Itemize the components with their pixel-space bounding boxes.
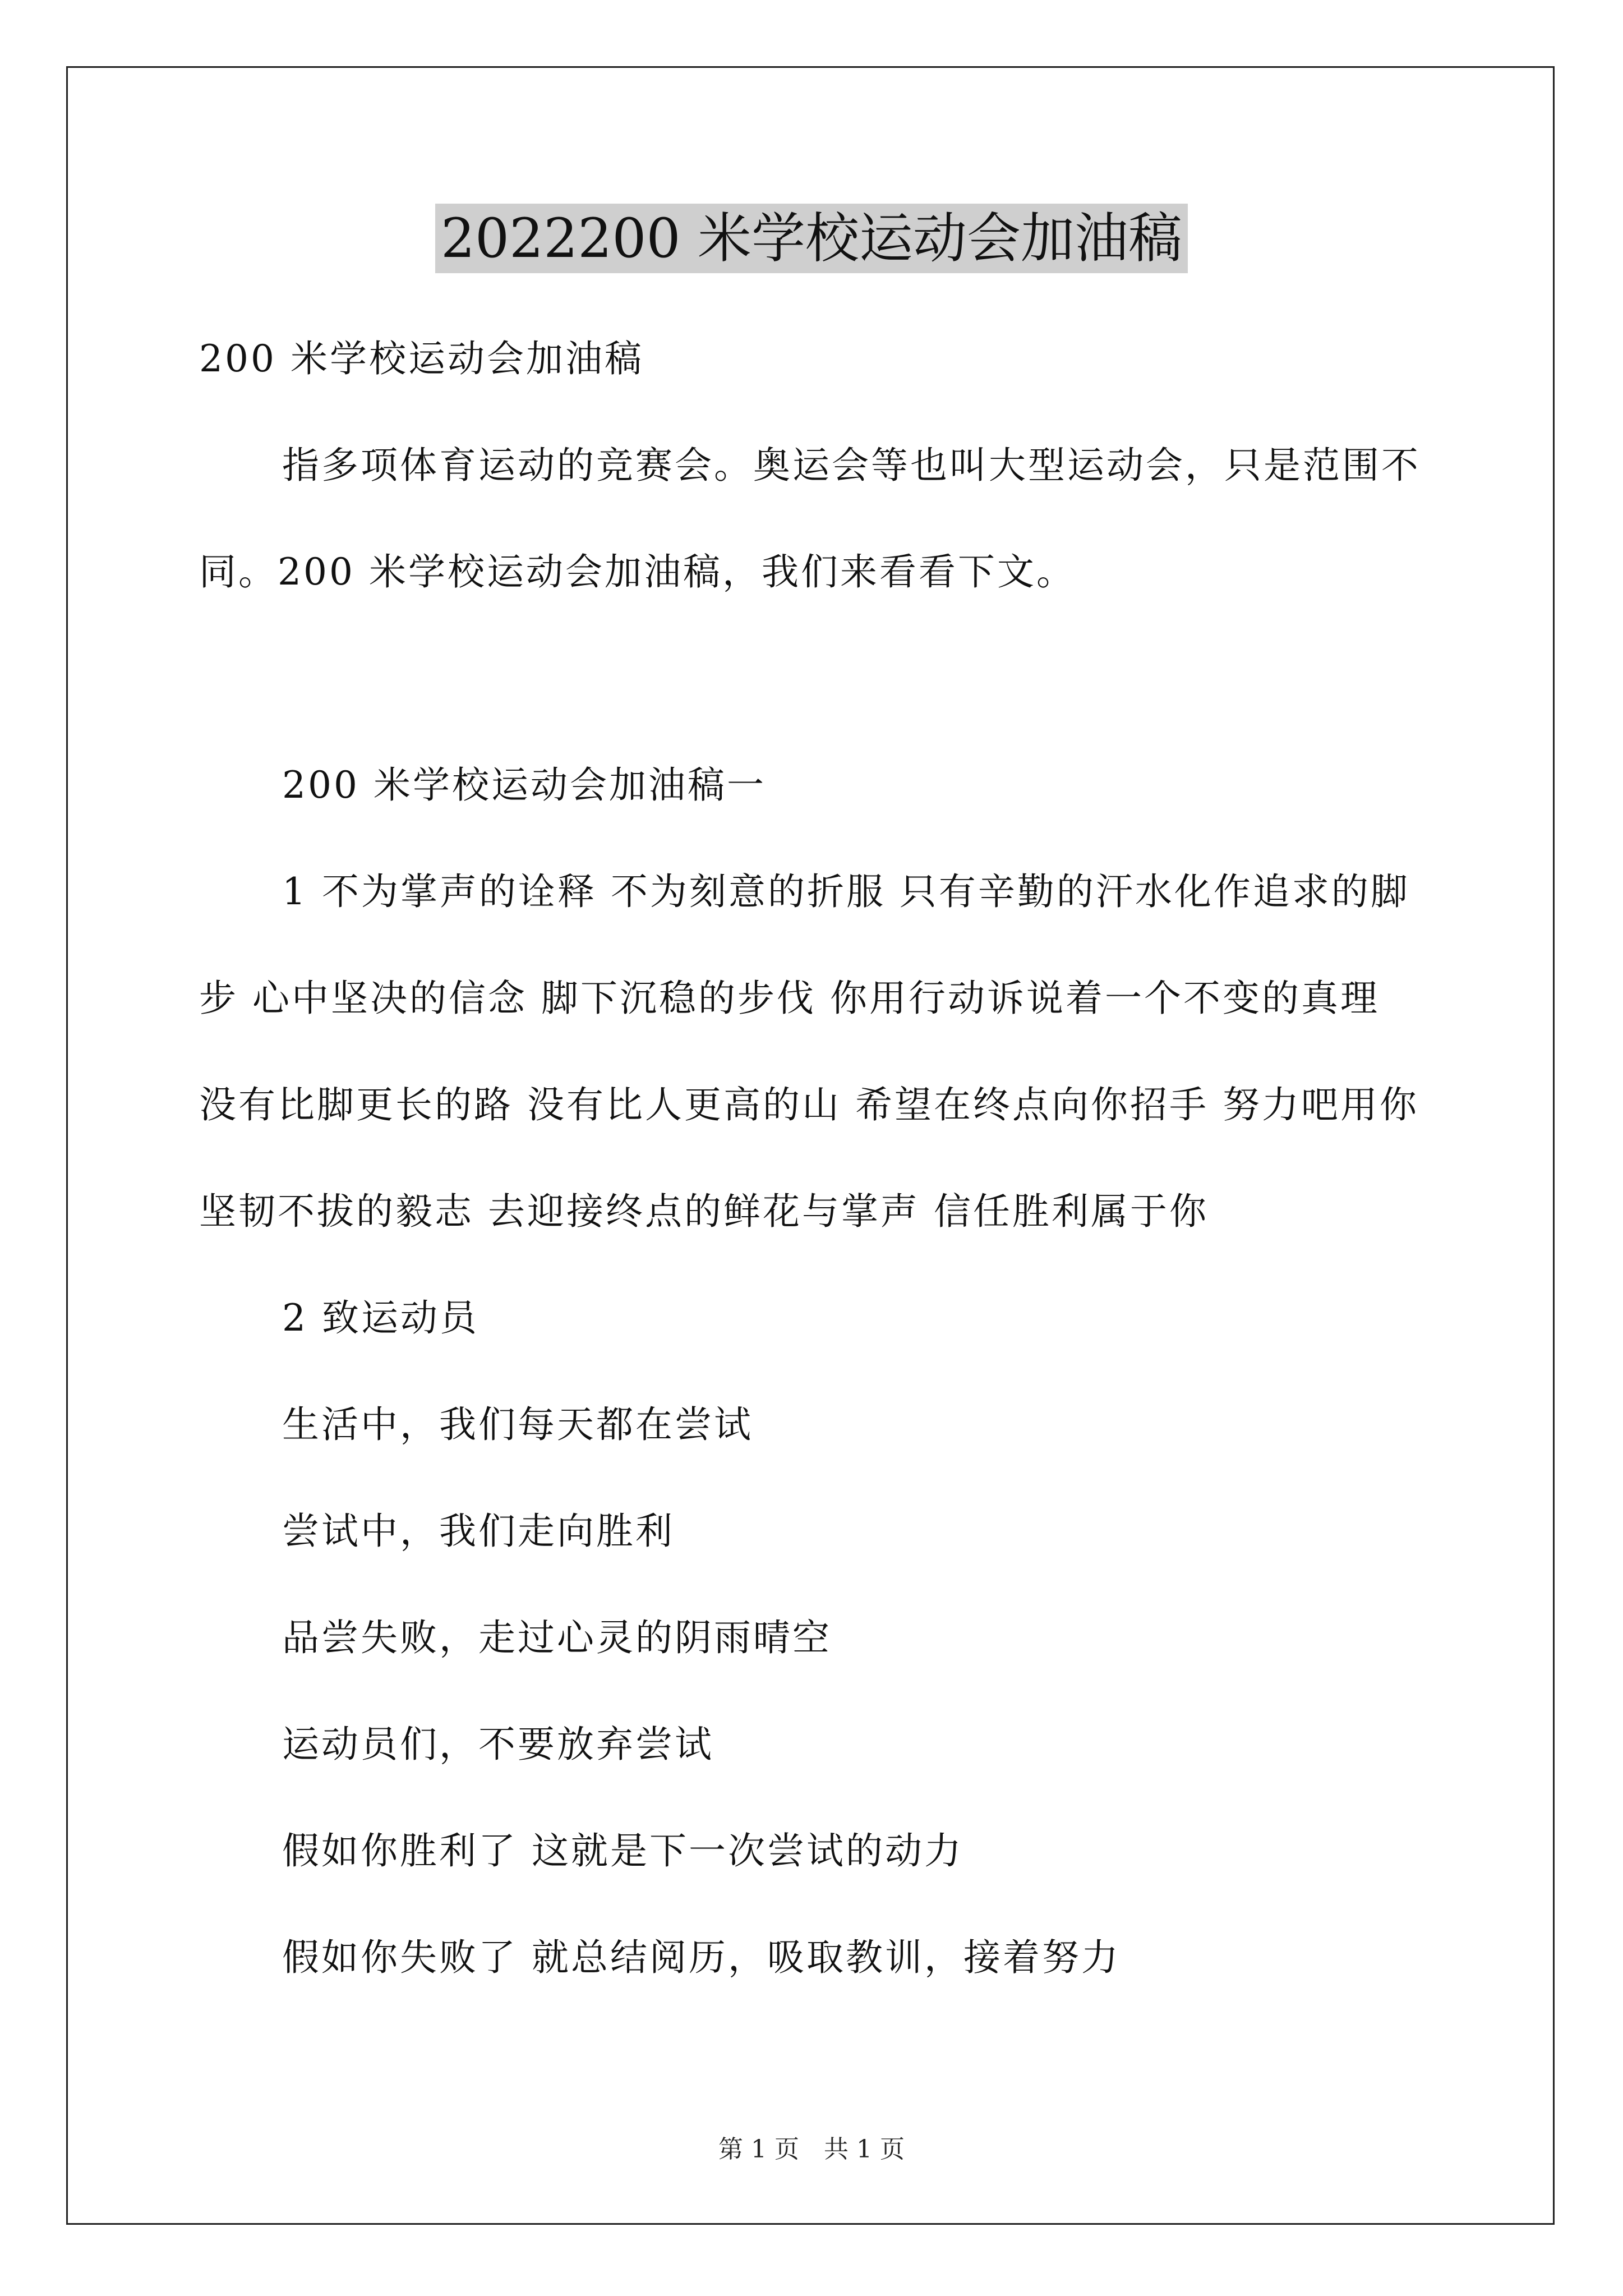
document-title (0, 202, 1623, 275)
intro-paragraph: 指多项体育运动的竞赛会。奥运会等也叫大型运动会，只是范围不同。200 米学校运动会加油稿，我们来看看下文。 (199, 444, 1421, 593)
poem-line: 生活中，我们每天都在尝试 (282, 1403, 753, 1446)
poem-line: 品尝失败，走过心灵的阴雨晴空 (282, 1616, 832, 1659)
poem-line: 运动员们，不要放弃尝试 (282, 1723, 714, 1766)
section-heading: 200 米学校运动会加油稿一 (282, 763, 766, 807)
document-body (199, 306, 1427, 2011)
document-title-text: 2022200 米学校运动会加油稿 (435, 204, 1188, 273)
poem-title: 2 致运动员 (282, 1296, 479, 1340)
document-subtitle: 200 米学校运动会加油稿 (199, 337, 644, 380)
page-footer: 第 1 页 共 1 页 (718, 2135, 905, 2164)
poem-line: 假如你失败了 就总结阅历，吸取教训，接着努力 (282, 1936, 1121, 1979)
poem-line: 假如你胜利了 这就是下一次尝试的动力 (282, 1829, 963, 1872)
paragraph-spacer (199, 625, 1427, 732)
poem-line: 尝试中，我们走向胜利 (282, 1510, 675, 1553)
body-paragraph: 1 不为掌声的诠释 不为刻意的折服 只有辛勤的汗水化作追求的脚步 心中坚决的信念 脚下沉稳的步伐 你用行动诉说着一个不变的真理 没有比脚更长的路 没有比人更高的山 希望在终点向你招手 努力吧用你坚韧不拔的毅志 去迎接终点的鲜花与掌声 信任胜利属于你 (199, 870, 1419, 1233)
